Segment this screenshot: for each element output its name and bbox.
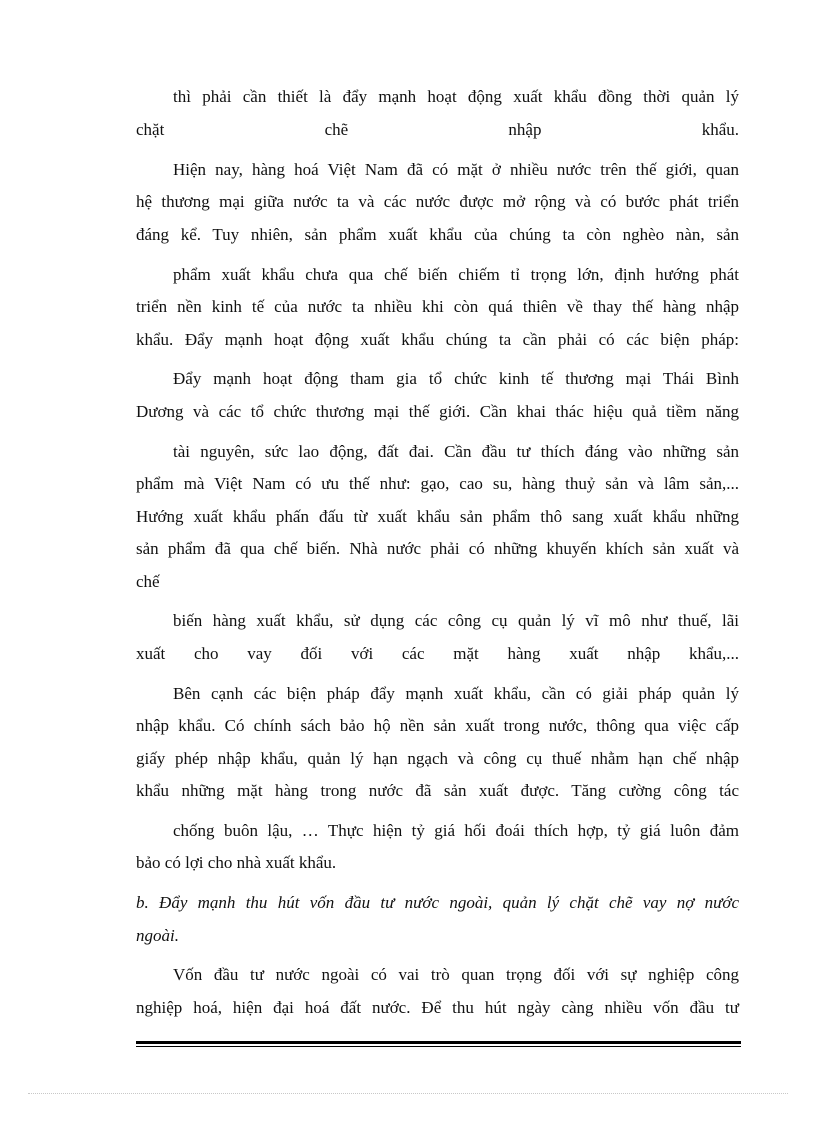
text-line: Đẩy mạnh hoạt động tham gia tổ chức kinh tế thương mại Thái Bình: [173, 369, 739, 388]
section-heading: b. Đẩy mạnh thu hút vốn đầu tư nước ngoài, quản lý chặt chẽ vay nợ nước: [136, 893, 739, 912]
text-line: khẩu những mặt hàng trong nước đã sản xuất được. Tăng cường công tác: [136, 781, 739, 800]
section-heading: ngoài.: [136, 926, 179, 945]
text-line: Vốn đầu tư nước ngoài có vai trò quan trọng đối với sự nghiệp công: [173, 965, 739, 984]
footer-rule-thin: [136, 1046, 741, 1047]
text-line: chế: [136, 572, 160, 591]
footer-rule-thick: [136, 1041, 741, 1044]
text-line: Hướng xuất khẩu phấn đấu từ xuất khẩu sản phẩm thô sang xuất khẩu những: [136, 507, 739, 526]
text-line: hệ thương mại giữa nước ta và các nước được mở rộng và có bước phát triển: [136, 192, 739, 211]
text-line: phẩm mà Việt Nam có ưu thế như: gạo, cao su, hàng thuỷ sản và lâm sản,...: [136, 474, 739, 493]
text-line: triển nền kinh tế của nước ta nhiều khi còn quá thiên về thay thế hàng nhập: [136, 297, 739, 316]
text-line: đáng kể. Tuy nhiên, sản phẩm xuất khẩu của chúng ta còn nghèo nàn, sản: [136, 225, 739, 244]
text-line: Hiện nay, hàng hoá Việt Nam đã có mặt ở nhiều nước trên thế giới, quan: [173, 160, 739, 179]
text-line: sản phẩm đã qua chế biến. Nhà nước phải có những khuyến khích sản xuất và: [136, 539, 739, 558]
text-line: Dương và các tổ chức thương mại thế giới. Cần khai thác hiệu quả tiềm năng: [136, 402, 739, 421]
text-line: biến hàng xuất khẩu, sử dụng các công cụ quản lý vĩ mô như thuế, lãi: [173, 611, 739, 630]
text-line: bảo có lợi cho nhà xuất khẩu.: [136, 853, 337, 872]
text-line: thì phải cần thiết là đẩy mạnh hoạt động xuất khẩu đồng thời quản lý: [173, 87, 739, 106]
text-line: chống buôn lậu, … Thực hiện tỷ giá hối đoái thích hợp, tỷ giá luôn đảm: [173, 821, 739, 840]
text-line: khẩu. Đẩy mạnh hoạt động xuất khẩu chúng ta cần phải có các biện pháp:: [136, 330, 739, 349]
text-line: Bên cạnh các biện pháp đẩy mạnh xuất khẩu, cần có giải pháp quản lý: [173, 684, 739, 703]
text-line: nghiệp hoá, hiện đại hoá đất nước. Để thu hút ngày càng nhiều vốn đầu tư: [136, 998, 739, 1017]
text-line: phẩm xuất khẩu chưa qua chế biến chiếm tỉ trọng lớn, định hướng phát: [173, 265, 739, 284]
text-line: tài nguyên, sức lao động, đất đai. Cần đầu tư thích đáng vào những sản: [173, 442, 739, 461]
text-line: xuất cho vay đối với các mặt hàng xuất nhập khẩu,...: [136, 644, 739, 663]
text-line: chặt chẽ nhập khẩu.: [136, 120, 739, 139]
page-boundary: [28, 1093, 788, 1094]
text-line: nhập khẩu. Có chính sách bảo hộ nền sản xuất trong nước, thông qua việc cấp: [136, 716, 739, 735]
text-line: giấy phép nhập khẩu, quản lý hạn ngạch và công cụ thuế nhằm hạn chế nhập: [136, 749, 739, 768]
